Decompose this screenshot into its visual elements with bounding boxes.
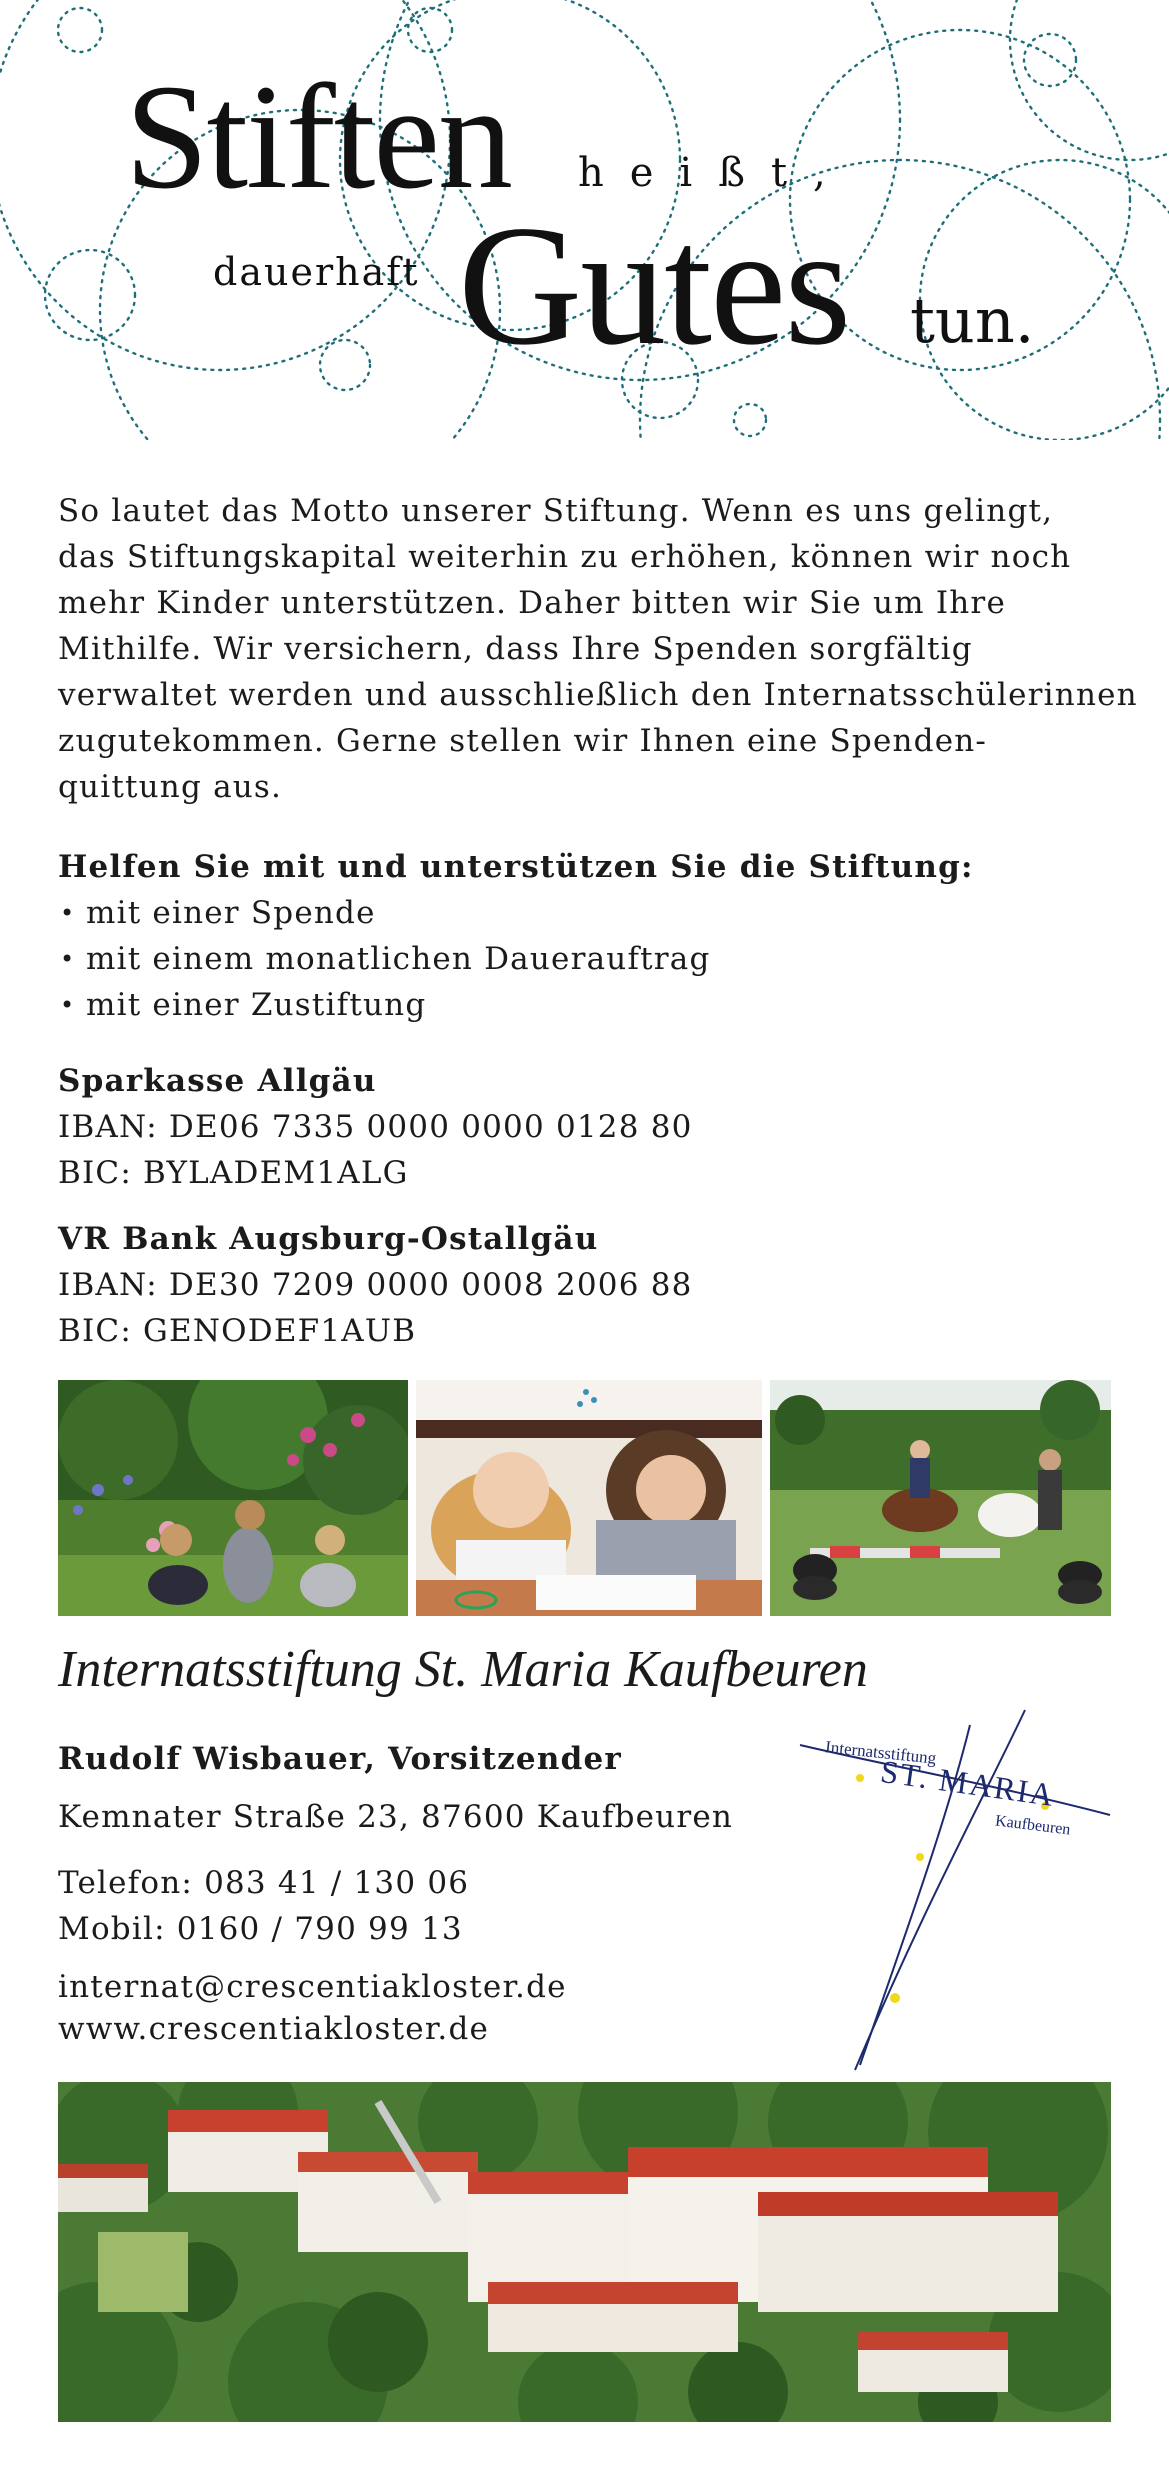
bank-vr (58, 1216, 1118, 1354)
intro-paragraph (58, 488, 1138, 810)
foundation-logo (795, 1705, 1115, 2075)
contact-phone-block (58, 1860, 778, 1952)
photo-aerial-monastery (58, 2082, 1111, 2422)
intro-line: mehr Kinder unterstützen. Daher bitten wir Sie um Ihre (58, 585, 1006, 621)
photo-girls-studying (416, 1380, 762, 1616)
intro-line: Mithilfe. Wir versichern, dass Ihre Spenden sorgfältig (58, 631, 973, 667)
help-section (58, 844, 1118, 1028)
bank-name: VR Bank Augsburg-Ostallgäu (58, 1221, 599, 1257)
headline-stiften: Stiften (125, 54, 511, 220)
intro-line: verwaltet werden und ausschließlich den Internatsschülerinnen (58, 677, 1138, 713)
photo-garden-girls (58, 1380, 408, 1616)
contact-phone: Telefon: 083 41 / 130 06 (58, 1865, 470, 1901)
help-heading: Helfen Sie mit und unterstützen Sie die Stiftung: (58, 849, 974, 885)
bank-bic: BIC: GENODEF1AUB (58, 1313, 417, 1349)
bank-iban: IBAN: DE06 7335 0000 0000 0128 80 (58, 1109, 693, 1145)
logo-cross-icon (795, 1705, 1115, 2075)
bank-name: Sparkasse Allgäu (58, 1063, 377, 1099)
intro-line: quittung aus. (58, 769, 283, 805)
contact-block (58, 1736, 778, 1782)
contact-person: Rudolf Wisbauer, Vorsitzender (58, 1741, 622, 1777)
list-item: • mit einer Spende (58, 890, 1118, 936)
logo-text-line1: Internatsstiftung (824, 1737, 938, 1768)
contact-address-block (58, 1794, 778, 1840)
bank-sparkasse (58, 1058, 1118, 1196)
contact-website-link[interactable]: www.crescentiakloster.de (58, 2011, 490, 2047)
contact-web-block (58, 1966, 778, 2050)
intro-line: das Stiftungskapital weiterhin zu erhöhen, können wir noch (58, 539, 1072, 575)
bank-iban: IBAN: DE30 7209 0000 0008 2006 88 (58, 1267, 693, 1303)
headline-tun: tun. (910, 284, 1035, 357)
contact-mobile: Mobil: 0160 / 790 99 13 (58, 1911, 463, 1947)
logo-text-line2: ST. MARIA (878, 1752, 1058, 1814)
help-list (58, 890, 1118, 1028)
bank-bic: BIC: BYLADEM1ALG (58, 1155, 409, 1191)
contact-address: Kemnater Straße 23, 87600 Kaufbeuren (58, 1799, 734, 1835)
logo-text-line3: Kaufbeuren (994, 1812, 1072, 1839)
intro-line: zugutekommen. Gerne stellen wir Ihnen eine Spenden- (58, 723, 988, 759)
list-item: • mit einem monatlichen Dauerauftrag (58, 936, 1118, 982)
list-item: • mit einer Zustiftung (58, 982, 1118, 1028)
photo-ponies (770, 1380, 1111, 1616)
intro-line: So lautet das Motto unserer Stiftung. Wenn es uns gelingt, (58, 493, 1054, 529)
headline-gutes: Gutes (458, 191, 850, 381)
org-title: Internatsstiftung St. Maria Kaufbeuren (58, 1641, 868, 1698)
headline-dauerhaft: dauerhaft (213, 250, 420, 294)
contact-email-link[interactable]: internat@crescentiakloster.de (58, 1969, 567, 2005)
headline-heisst: heißt, (578, 150, 852, 196)
